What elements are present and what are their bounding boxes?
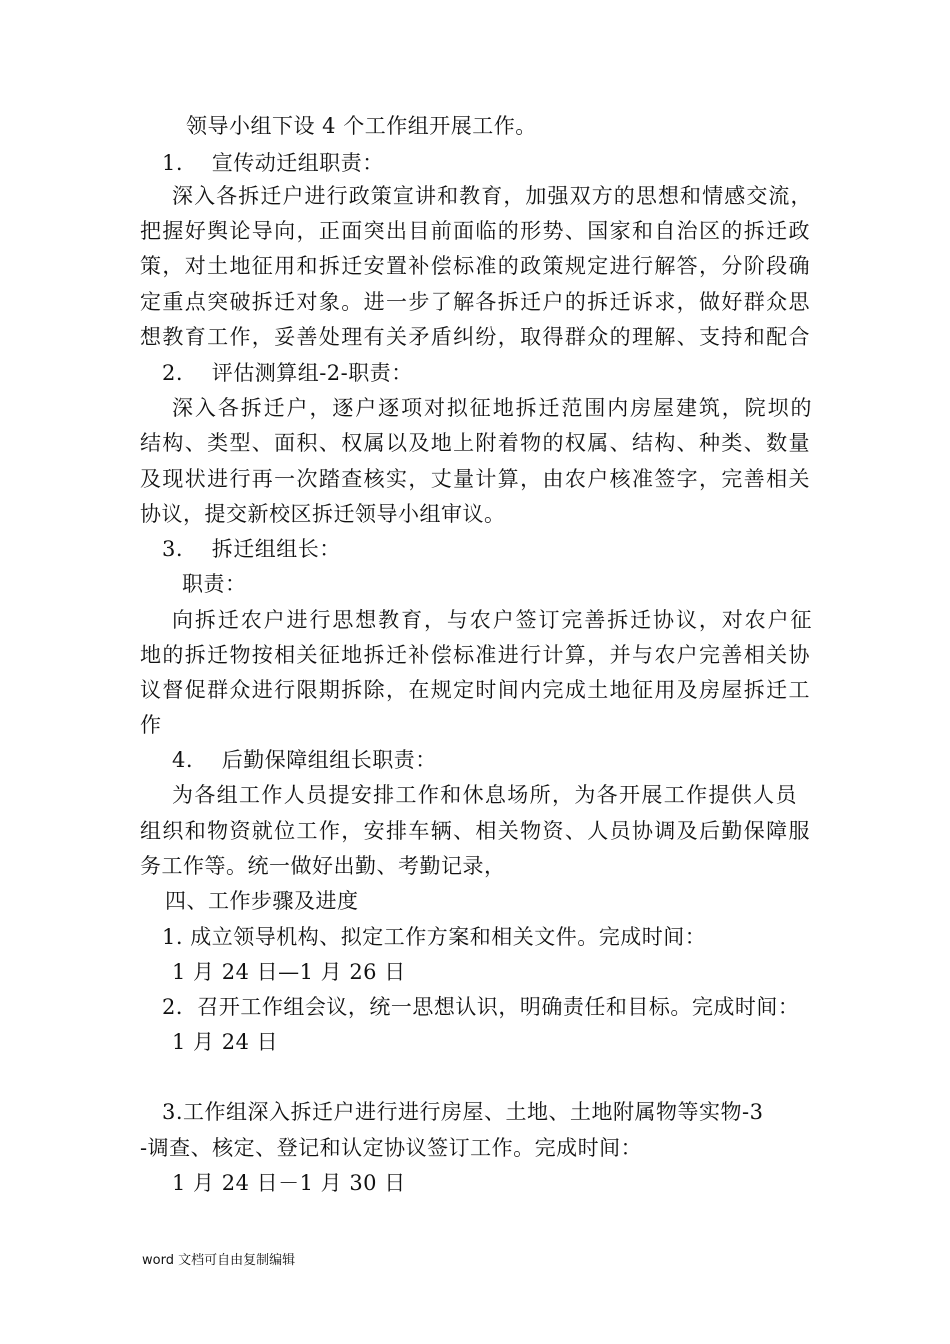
section-1-heading: 1. 宣传动迁组职责： [162, 151, 384, 175]
section-3-heading: 3. 拆迁组组长： [162, 537, 341, 561]
step-1-date: 1 月 24 日—1 月 26 日 [172, 960, 406, 984]
step-2-date: 1 月 24 日 [172, 1030, 279, 1054]
paragraph-line: 深入各拆迁户，逐户逐项对拟征地拆迁范围内房屋建筑，院坝的 [172, 396, 812, 420]
paragraph-line: 策，对土地征用和拆迁安置补偿标准的政策规定进行解答，分阶段确 [140, 254, 810, 278]
paragraph-line: 深入各拆迁户进行政策宣讲和教育，加强双方的思想和情感交流， [172, 184, 812, 208]
section-four-heading: 四、工作步骤及进度 [165, 889, 359, 913]
step-3: 3.工作组深入拆迁户进行进行房屋、土地、土地附属物等实物-3 [162, 1100, 764, 1124]
paragraph-line: 议督促群众进行限期拆除，在规定时间内完成土地征用及房屋拆迁工 [140, 678, 810, 702]
paragraph-line: 地的拆迁物按相关征地拆迁补偿标准进行计算，并与农户完善相关协 [140, 643, 810, 667]
paragraph-line: 结构、类型、面积、权属以及地上附着物的权属、结构、种类、数量 [140, 431, 810, 455]
intro-line: 领导小组下设 4 个工作组开展工作。 [186, 114, 537, 138]
paragraph-line: 协议，提交新校区拆迁领导小组审议。 [140, 502, 506, 526]
step-1: 1. 成立领导机构、拟定工作方案和相关文件。完成时间： [162, 925, 707, 949]
duty-label: 职责： [182, 572, 247, 596]
section-4-heading: 4. 后勤保障组组长职责： [172, 748, 437, 772]
section-2-heading: 2. 评估测算组-2-职责： [162, 361, 413, 385]
paragraph-line: 把握好舆论导向，正面突出目前面临的形势、国家和自治区的拆迁政 [140, 219, 810, 243]
paragraph-line: 组织和物资就位工作，安排车辆、相关物资、人员协调及后勤保障服 [140, 819, 810, 843]
paragraph-line: 想教育工作，妥善处理有关矛盾纠纷，取得群众的理解、支持和配合 [140, 325, 810, 349]
paragraph-line: 务工作等。统一做好出勤、考勤记录， [140, 854, 506, 878]
paragraph-line: 为各组工作人员提安排工作和休息场所，为各开展工作提供人员 [172, 783, 797, 807]
step-2: 2．召开工作组会议，统一思想认识，明确责任和目标。完成时间： [162, 995, 800, 1019]
paragraph-line: 向拆迁农户进行思想教育，与农户签订完善拆迁协议，对农户征 [172, 608, 812, 632]
step-3-continued: -调查、核定、登记和认定协议签订工作。完成时间： [140, 1136, 643, 1160]
paragraph-line: 定重点突破拆迁对象。进一步了解各拆迁户的拆迁诉求，做好群众思 [140, 290, 810, 314]
footer-note: word 文档可自由复制编辑 [142, 1253, 296, 1268]
paragraph-line: 作 [140, 713, 162, 737]
step-3-date: 1 月 24 日－1 月 30 日 [172, 1171, 406, 1195]
paragraph-line: 及现状进行再一次踏查核实，丈量计算，由农户核准签字，完善相关 [140, 467, 810, 491]
